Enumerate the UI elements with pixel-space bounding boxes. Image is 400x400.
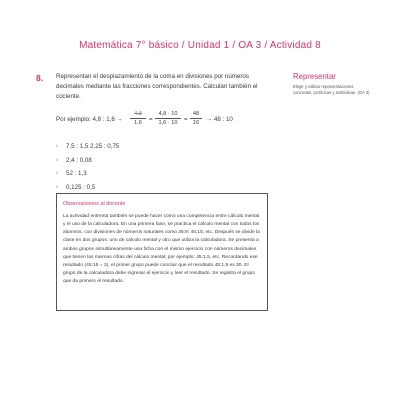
equals-1: = (149, 116, 153, 123)
item-statement: Representan el desplazamiento de la coma en divisiones por números decimales mediante las fracciones correspondientes. Calculan también el cociente. (56, 73, 258, 100)
fraction-3 (190, 111, 202, 126)
triangle-bullet-icon: ▹ (56, 183, 59, 190)
fraction-2-denominator: 1,6 · 10 (158, 120, 178, 126)
teacher-notes-title: Observaciones al docente (63, 201, 126, 207)
example-label: Por ejemplo: 4,8 : 1,6 → (56, 116, 123, 123)
teacher-notes-box (56, 193, 268, 311)
example-result: → 48 : 10 (206, 116, 233, 123)
list-item: ▹ 52 : 1,3 (56, 170, 87, 177)
fraction-2-numerator: 4,8 · 10 (155, 111, 181, 119)
example-row (56, 111, 276, 133)
skill-title: Representar (293, 72, 336, 81)
item-number: 8. (36, 73, 44, 83)
fraction-2 (155, 111, 181, 126)
fraction-1-numerator: 4,8 (134, 111, 142, 117)
list-item: ▹ 2,4 : 0,08 (56, 156, 92, 164)
triangle-bullet-icon: ▹ (56, 143, 59, 149)
teacher-notes-text: La actividad entrenta también se puede hacer como una competencia entre cálculo mental y el uso de la calculadora. En una primera fase, se practica el cálculo mental con todos los alumnos, con divisiones de números naturales como 36:9; 45:15; etc. Después se divide la clase en dos grupos: uno de cálculo mental y otro que utiliza la calculadora. Se presenta a ambos grupos simultáneamente una ficha con el mismo ejercicio con números decimales que tienen las mismas cifras del cálculo mental; por ejemplo: 45:1,5, etc. Recordando ese resultado (45:15 = 3), el primer grupo puede concluir que el resultado 45:1,5 es 30. El grupo de la calculadora debe ingresar el ejercicio y leer el resultado. Se registra el grupo que da primero el resultado. (63, 214, 260, 285)
triangle-bullet-icon: ▹ (56, 156, 59, 163)
skill-sidebar (293, 72, 373, 96)
list-item: ▹ 0,125 : 0,5 (56, 183, 96, 191)
skill-description: Elegir y utilizar representaciones concretas, pictóricas y simbólicas. (OA 3) (293, 84, 370, 96)
list-item: ▹ 7,5 : 1,5 2,25 : 0,75 (56, 143, 120, 150)
exercise-list (56, 143, 276, 197)
fraction-3-denominator: 16 (192, 120, 200, 126)
activity-main (56, 72, 276, 197)
fraction-3-numerator: 48 (190, 111, 202, 119)
triangle-bullet-icon: ▹ (56, 170, 59, 176)
fraction-1-denominator: 1,6 (134, 120, 142, 126)
fraction-1 (130, 111, 146, 126)
page-header: Matemática 7° básico / Unidad 1 / OA 3 / Actividad 8 (79, 40, 321, 51)
equals-2: = (184, 116, 188, 123)
